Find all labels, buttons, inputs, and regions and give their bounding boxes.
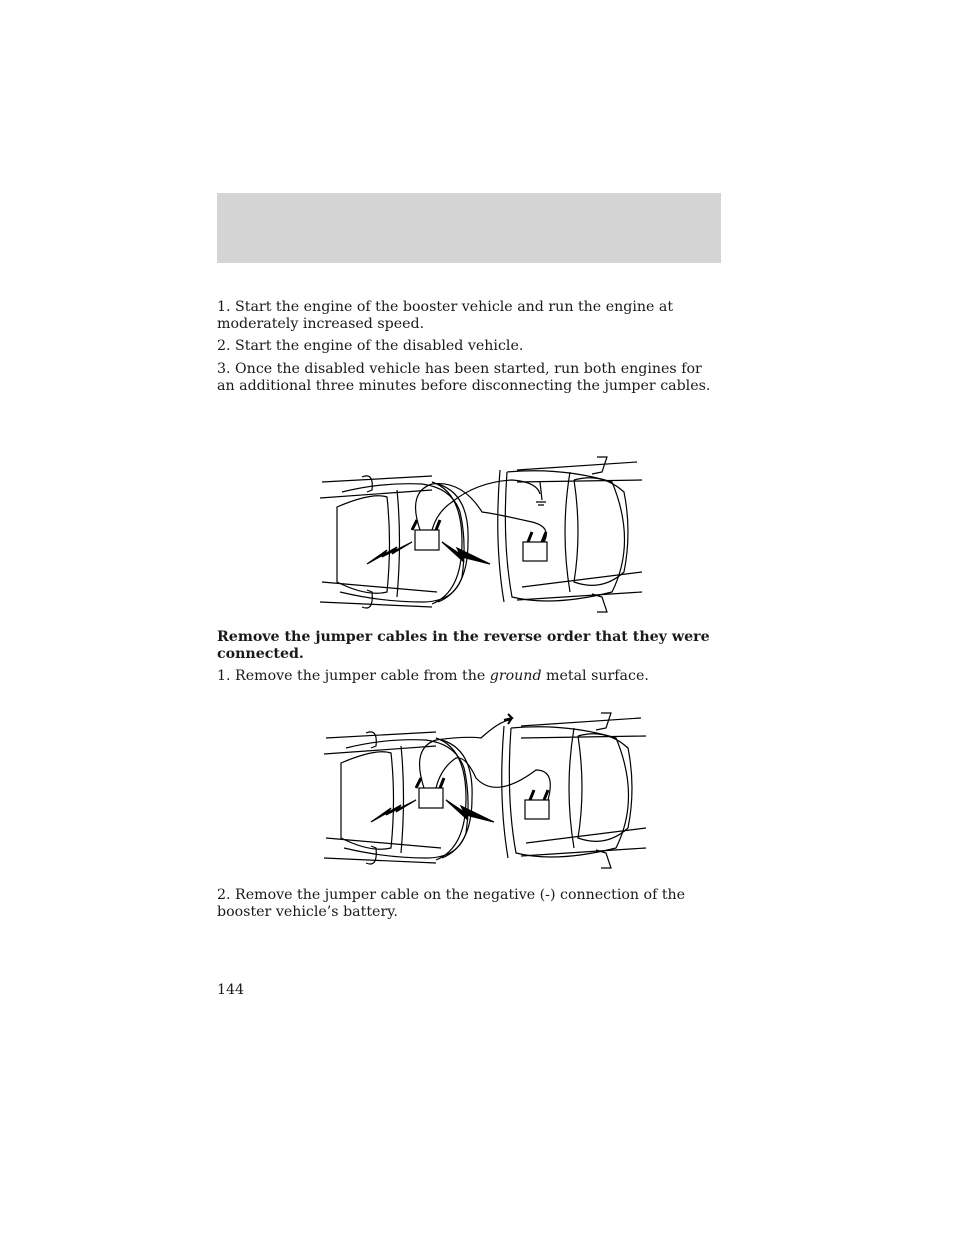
step-run-both: 3. Once the disabled vehicle has been started, run both engines for an additional three minutes before disconnecting the jumper cables. bbox=[217, 361, 711, 394]
step-start-disabled: 2. Start the engine of the disabled vehicle. bbox=[217, 338, 524, 354]
step-start-booster: 1. Start the engine of the booster vehicle and run the engine at moderately increased speed. bbox=[217, 299, 674, 332]
battery-icon bbox=[523, 542, 547, 561]
remove-heading: Remove the jumper cables in the reverse order that they were connected. bbox=[217, 629, 710, 662]
page-number: 144 bbox=[217, 982, 245, 998]
loose-clamp-icon bbox=[504, 714, 512, 724]
remove-step-ground: 1. Remove the jumper cable from the ground metal surface. bbox=[217, 668, 649, 684]
ground-emphasis: ground bbox=[489, 668, 542, 684]
disabled-car-icon bbox=[498, 457, 642, 612]
battery-icon bbox=[419, 788, 443, 808]
disabled-car-icon bbox=[502, 713, 646, 868]
battery-icon bbox=[525, 800, 549, 819]
jump-start-illustration-ground-removed bbox=[316, 708, 652, 874]
booster-car-icon bbox=[324, 732, 472, 864]
booster-car-icon bbox=[320, 476, 468, 608]
remove-step-negative: 2. Remove the jumper cable on the negative (-) connection of the booster vehicle’s battery. bbox=[217, 887, 686, 920]
jump-start-illustration-connected bbox=[312, 452, 648, 618]
spark-icon bbox=[442, 542, 490, 564]
ground-clamp-icon bbox=[536, 482, 546, 505]
section-header-band bbox=[217, 193, 721, 263]
battery-icon bbox=[415, 530, 439, 550]
